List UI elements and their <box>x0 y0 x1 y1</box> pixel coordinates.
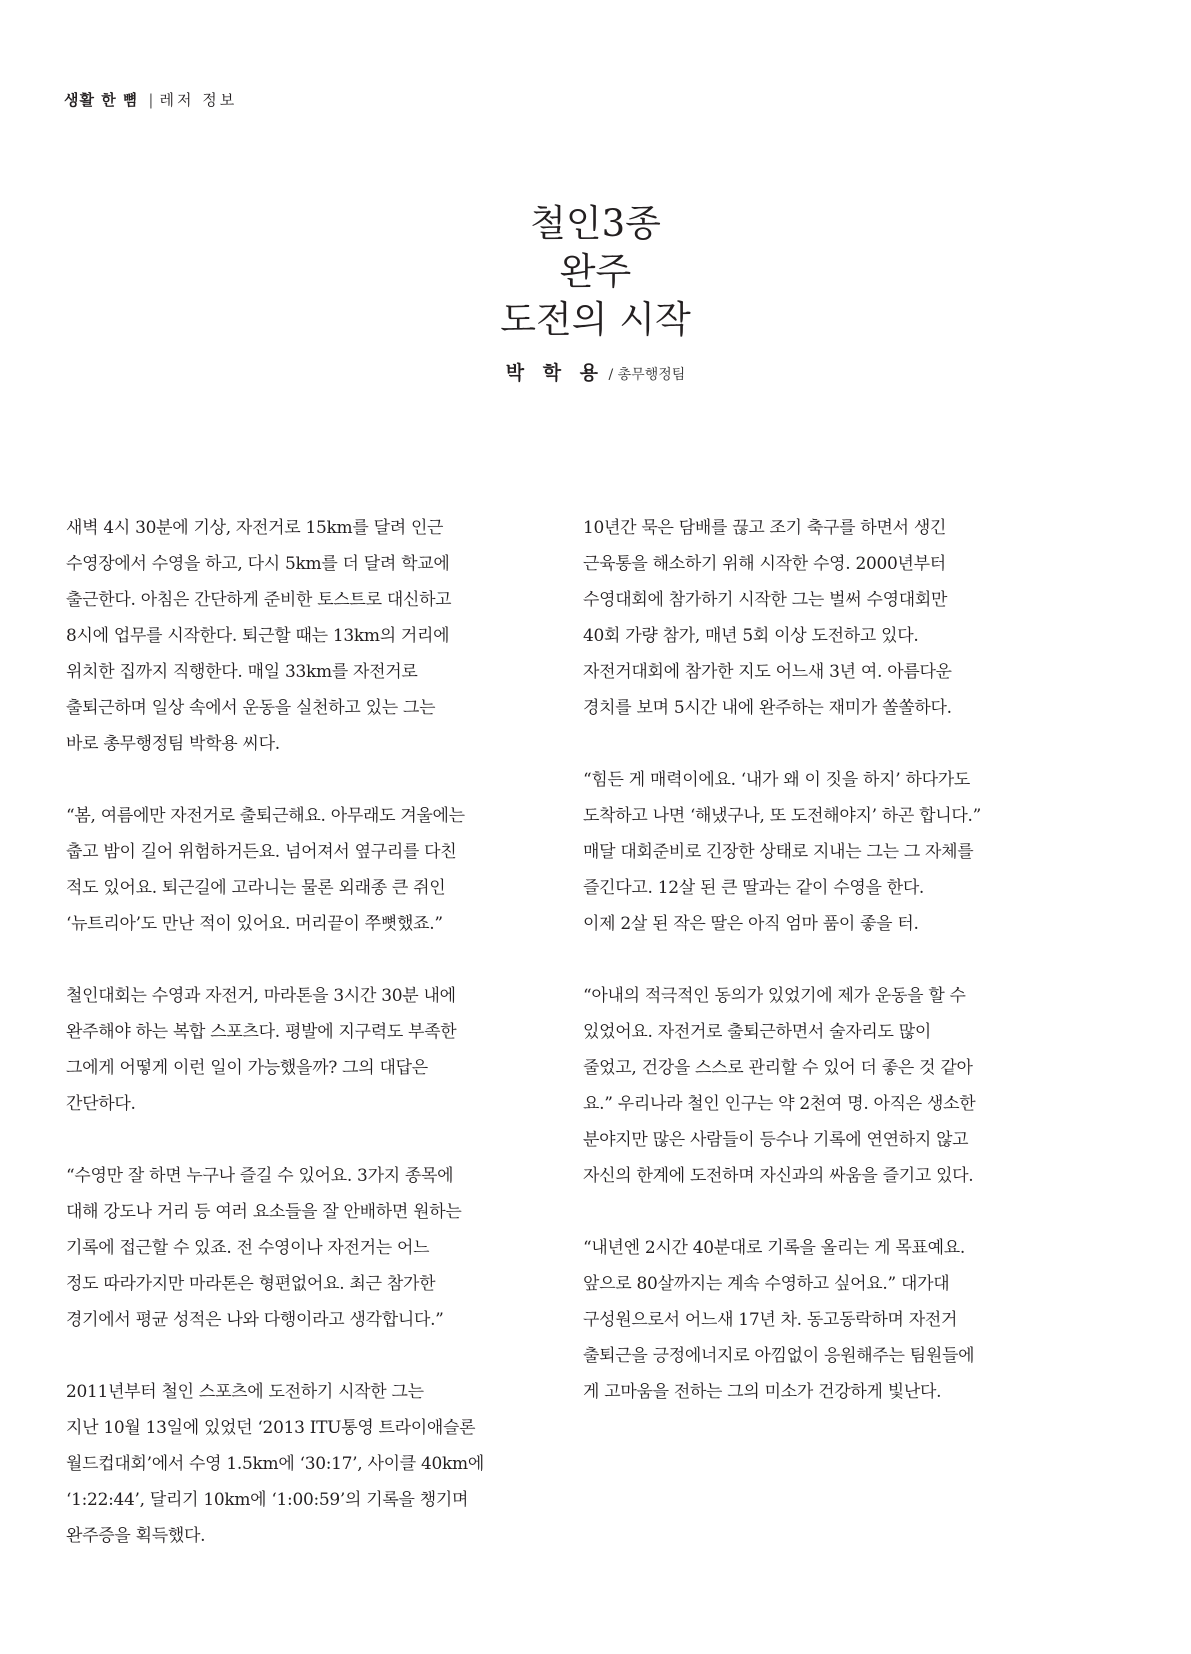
left-column <box>66 510 531 1590</box>
text-line: 분야지만 많은 사람들이 등수나 기록에 연연하지 않고 <box>583 1130 969 1150</box>
text-line: 춥고 밤이 길어 위험하거든요. 넘어져서 옆구리를 다친 <box>66 842 457 862</box>
paragraph <box>66 1158 531 1338</box>
paragraph <box>66 798 531 942</box>
text-line: 자신의 한계에 도전하며 자신과의 싸움을 즐기고 있다. <box>583 1166 974 1186</box>
text-line: 요.” 우리나라 철인 인구는 약 2천여 명. 아직은 생소한 <box>583 1094 976 1114</box>
text-line: ‘뉴트리아’도 만난 적이 있어요. 머리끝이 쭈뼛했죠.” <box>66 914 443 934</box>
text-line: 매달 대회준비로 긴장한 상태로 지내는 그는 그 자체를 <box>583 842 974 862</box>
paragraph <box>583 978 1053 1194</box>
subsection-label: 레저 정보 <box>159 91 238 109</box>
text-line: 대해 강도나 거리 등 여러 요소들을 잘 안배하면 원하는 <box>66 1202 462 1222</box>
text-line: 경기에서 평균 성적은 나와 다행이라고 생각합니다.” <box>66 1310 444 1330</box>
article-title <box>0 200 1191 344</box>
text-line: 있었어요. 자전거로 출퇴근하면서 술자리도 많이 <box>583 1022 931 1042</box>
title-line: 도전의 시작 <box>500 298 691 341</box>
author-name: 박 학 용 <box>505 362 605 384</box>
text-line: 8시에 업무를 시작한다. 퇴근할 때는 13km의 거리에 <box>66 626 450 646</box>
text-line: 40회 가량 참가, 매년 5회 이상 도전하고 있다. <box>583 626 919 646</box>
paragraph <box>583 762 1053 942</box>
text-line: 완주증을 획득했다. <box>66 1526 206 1546</box>
title-line: 철인3종 <box>530 202 661 245</box>
text-line: 완주해야 하는 복합 스포츠다. 평발에 지구력도 부족한 <box>66 1022 457 1042</box>
text-line: “봄, 여름에만 자전거로 출퇴근해요. 아무래도 겨울에는 <box>66 806 465 826</box>
text-line: 적도 있어요. 퇴근길에 고라니는 물론 외래종 큰 쥐인 <box>66 878 446 898</box>
paragraph <box>66 978 531 1122</box>
text-line: 바로 총무행정팀 박학용 씨다. <box>66 734 280 754</box>
text-line: ‘1:22:44’, 달리기 10km에 ‘1:00:59’의 기록을 챙기며 <box>66 1490 469 1510</box>
text-line: 게 고마움을 전하는 그의 미소가 건강하게 빛난다. <box>583 1382 942 1402</box>
text-line: 2011년부터 철인 스포츠에 도전하기 시작한 그는 <box>66 1382 424 1402</box>
paragraph <box>583 1230 1053 1410</box>
text-line: 정도 따라가지만 마라톤은 형편없어요. 최근 참가한 <box>66 1274 436 1294</box>
text-line: 위치한 집까지 직행한다. 매일 33km를 자전거로 <box>66 662 418 682</box>
text-line: 출퇴근하며 일상 속에서 운동을 실천하고 있는 그는 <box>66 698 436 718</box>
text-line: 앞으로 80살까지는 계속 수영하고 싶어요.” 대가대 <box>583 1274 950 1294</box>
paragraph <box>66 510 531 762</box>
title-line: 완주 <box>559 250 632 293</box>
byline <box>0 362 1191 386</box>
paragraph <box>66 1374 531 1554</box>
text-line: 출퇴근을 긍정에너지로 아낌없이 응원해주는 팀원들에 <box>583 1346 975 1366</box>
text-line: 출근한다. 아침은 간단하게 준비한 토스트로 대신하고 <box>66 590 452 610</box>
author-department: 총무행정팀 <box>617 367 686 383</box>
text-line: 간단하다. <box>66 1094 136 1114</box>
text-line: 근육통을 해소하기 위해 시작한 수영. 2000년부터 <box>583 554 946 574</box>
text-line: 수영장에서 수영을 하고, 다시 5km를 더 달려 학교에 <box>66 554 450 574</box>
text-line: 줄었고, 건강을 스스로 관리할 수 있어 더 좋은 것 같아 <box>583 1058 973 1078</box>
section-label: 생활 한 뼘 <box>64 91 139 109</box>
text-line: 월드컵대회’에서 수영 1.5km에 ‘30:17’, 사이클 40km에 <box>66 1454 484 1474</box>
text-line: 구성원으로서 어느새 17년 차. 동고동락하며 자전거 <box>583 1310 958 1330</box>
text-line: 철인대회는 수영과 자전거, 마라톤을 3시간 30분 내에 <box>66 986 456 1006</box>
text-line: 즐긴다고. 12살 된 큰 딸과는 같이 수영을 한다. <box>583 878 925 898</box>
header-separator: | <box>148 91 154 109</box>
text-line: 이제 2살 된 작은 딸은 아직 엄마 품이 좋을 터. <box>583 914 919 934</box>
paragraph <box>583 510 1053 726</box>
text-line: 새벽 4시 30분에 기상, 자전거로 15km를 달려 인근 <box>66 518 444 538</box>
text-line: 경치를 보며 5시간 내에 완주하는 재미가 쏠쏠하다. <box>583 698 952 718</box>
byline-separator: / <box>604 367 618 383</box>
text-line: “아내의 적극적인 동의가 있었기에 제가 운동을 할 수 <box>583 986 966 1006</box>
text-line: 10년간 묵은 담배를 끊고 조기 축구를 하면서 생긴 <box>583 518 947 538</box>
text-line: 지난 10월 13일에 있었던 ‘2013 ITU통영 트라이애슬론 <box>66 1418 476 1438</box>
text-line: 그에게 어떻게 이런 일이 가능했을까? 그의 대답은 <box>66 1058 428 1078</box>
right-column <box>583 510 1053 1446</box>
text-line: 도착하고 나면 ‘해냈구나, 또 도전해야지’ 하곤 합니다.” <box>583 806 981 826</box>
text-line: 수영대회에 참가하기 시작한 그는 벌써 수영대회만 <box>583 590 948 610</box>
text-line: 기록에 접근할 수 있죠. 전 수영이나 자전거는 어느 <box>66 1238 430 1258</box>
text-line: 자전거대회에 참가한 지도 어느새 3년 여. 아름다운 <box>583 662 952 682</box>
text-line: “수영만 잘 하면 누구나 즐길 수 있어요. 3가지 종목에 <box>66 1166 454 1186</box>
text-line: “힘든 게 매력이에요. ‘내가 왜 이 짓을 하지’ 하다가도 <box>583 770 970 790</box>
text-line: “내년엔 2시간 40분대로 기록을 올리는 게 목표예요. <box>583 1238 965 1258</box>
page-header <box>64 90 237 110</box>
